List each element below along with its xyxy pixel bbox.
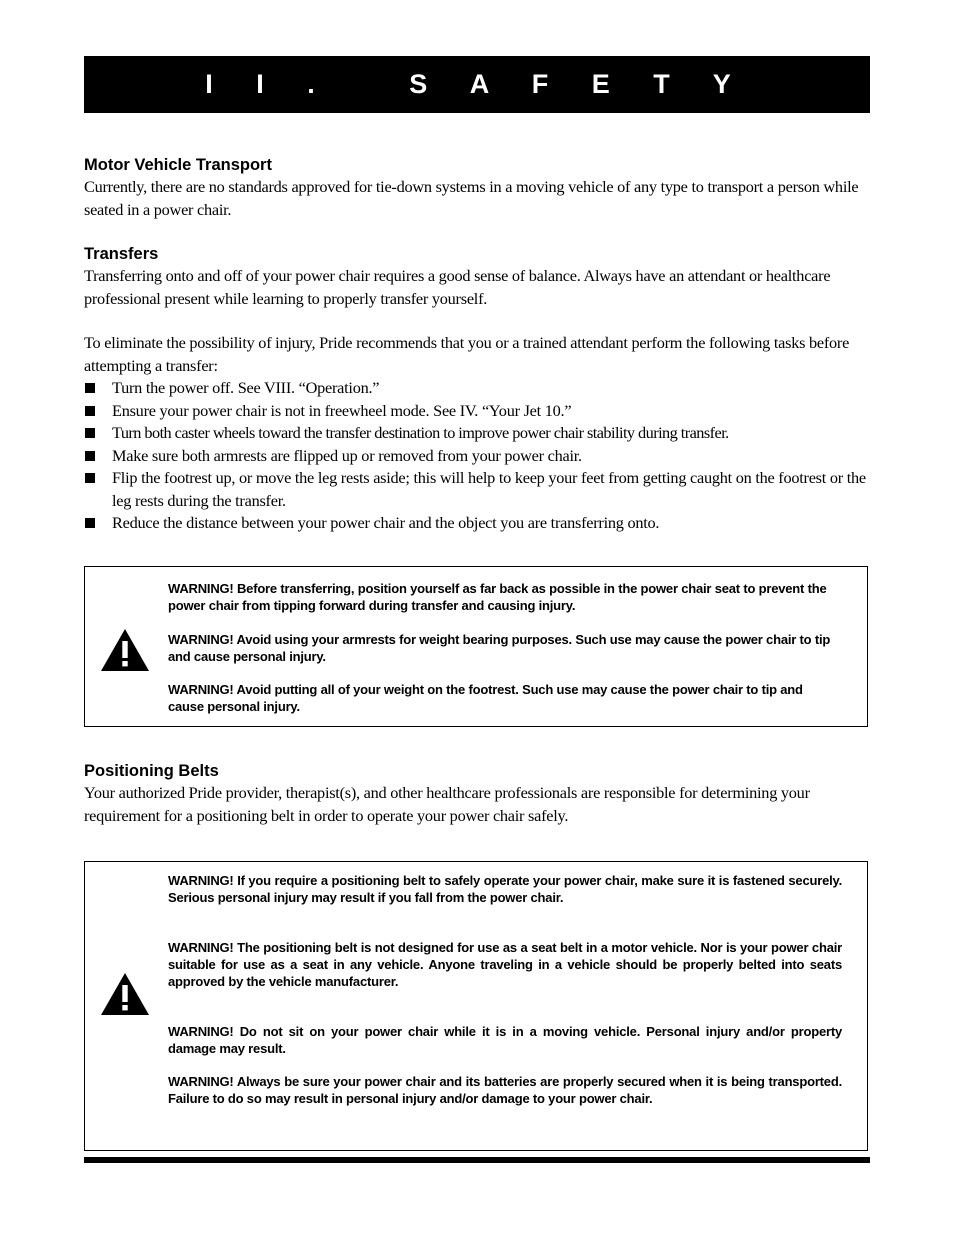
transfers-body-2: To eliminate the possibility of injury, Pride recommends that you or a trained attendant perform the following tasks before attempting a transfer: [84,333,850,375]
transfer-warning-box [84,566,868,727]
list-item: Turn both caster wheels toward the transfer destination to improve power chair stability during transfer. [84,422,870,445]
bullet-square-icon [85,428,95,438]
warning-paragraph: WARNING! Avoid using your armrests for weight bearing purposes. Such use may cause the power chair to tip and cause personal injury. [168,632,831,664]
bullet-square-icon [85,518,95,528]
list-item: Flip the footrest up, or move the leg rests aside; this will help to keep your feet from getting caught on the footrest or the leg rests during the transfer. [84,467,870,512]
belt-warning-box [84,861,868,1151]
transfer-warning-text [168,580,842,715]
bullet-square-icon [85,406,95,416]
warning-triangle-icon [99,627,151,673]
transfers-section [84,244,870,535]
warning-triangle-icon [99,971,151,1017]
list-item: Make sure both armrests are flipped up or removed from your power chair. [84,445,870,468]
warning-paragraph: WARNING! If you require a positioning belt to safely operate your power chair, make sure it is fastened securely. Serious personal injury may result if you fall from the power chair. [168,873,842,905]
transfers-body-1: Transferring onto and off of your power chair requires a good sense of balance. Always have an attendant or healthcare professional present while learning to properly transfer yourself. [84,266,831,308]
bottom-rule [84,1157,870,1163]
motor-vehicle-body: Currently, there are no standards approved for tie-down systems in a moving vehicle of any type to transport a person while seated in a power chair. [84,177,859,219]
warning-paragraph: WARNING! Avoid putting all of your weight on the footrest. Such use may cause the power chair to tip and cause personal injury. [168,682,803,714]
list-item: Reduce the distance between your power chair and the object you are transferring onto. [84,512,870,535]
transfer-task-list [84,377,870,535]
positioning-belts-section [84,761,870,827]
warning-paragraph: WARNING! Always be sure your power chair and its batteries are properly secured when it is being transported. Failure to do so may result in personal injury and/or damage to your power chair. [168,1074,842,1106]
bullet-square-icon [85,473,95,483]
transfers-heading: Transfers [84,245,159,263]
motor-vehicle-section [84,155,870,221]
bullet-square-icon [85,383,95,393]
section-title-banner [84,56,870,113]
list-item: Ensure your power chair is not in freewheel mode. See IV. “Your Jet 10.” [84,400,870,423]
motor-vehicle-heading: Motor Vehicle Transport [84,156,272,174]
warning-paragraph: WARNING! The positioning belt is not designed for use as a seat belt in a motor vehicle. Nor is your power chair suitable for use as a seat in any vehicle. Anyone traveling in a vehicle should be properly belted into seats approved by the vehicle manufacturer. [168,940,842,989]
positioning-belts-body: Your authorized Pride provider, therapist(s), and other healthcare professionals are responsible for determining your requirement for a positioning belt in order to operate your power chair safely. [84,783,810,825]
section-title: I I . S A F E T Y [205,69,749,99]
warning-paragraph: WARNING! Do not sit on your power chair while it is in a moving vehicle. Personal injury and/or property damage may result. [168,1024,842,1056]
positioning-belts-heading: Positioning Belts [84,762,219,780]
list-item: Turn the power off. See VIII. “Operation.” [84,377,870,400]
warning-paragraph: WARNING! Before transferring, position yourself as far back as possible in the power chair seat to prevent the power chair from tipping forward during transfer and causing injury. [168,581,827,613]
bullet-square-icon [85,451,95,461]
belt-warning-text [168,872,842,1107]
